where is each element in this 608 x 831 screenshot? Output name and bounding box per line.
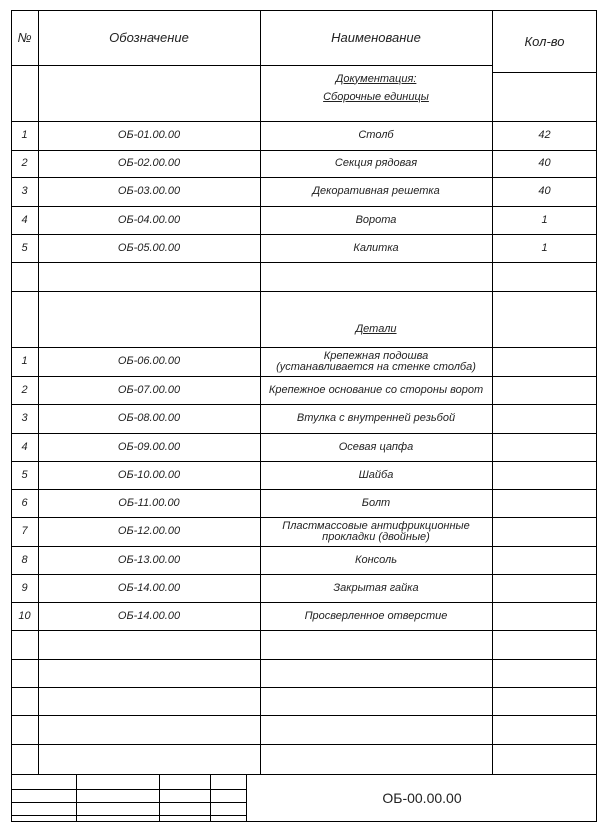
detail-name-cell	[260, 489, 492, 517]
detail-num-cell	[11, 489, 38, 517]
assembly-code: ОБ-02.00.00	[117, 157, 181, 169]
detail-name-cell	[260, 461, 492, 489]
detail-code: ОБ-13.00.00	[117, 553, 181, 566]
assembly-qty: 1	[541, 241, 548, 254]
row-divider	[11, 715, 597, 716]
row-divider	[11, 630, 597, 631]
detail-name-cell	[260, 376, 492, 404]
detail-name-line1: Втулка с внутренней резьбой	[296, 412, 456, 424]
detail-code-cell	[38, 461, 260, 489]
assembly-qty-cell	[492, 206, 597, 234]
detail-num: 6	[21, 496, 28, 509]
detail-num-cell	[11, 546, 38, 574]
assembly-name-cell	[260, 150, 492, 177]
detail-code-cell	[38, 376, 260, 404]
assembly-num-cell	[11, 234, 38, 262]
detail-code-cell	[38, 404, 260, 433]
detail-qty-cell	[492, 433, 597, 461]
detail-name-line1: Закрытая гайка	[333, 581, 419, 594]
detail-code-cell	[38, 574, 260, 602]
detail-name-cell	[260, 517, 492, 546]
assembly-num-cell	[11, 121, 38, 150]
detail-code: ОБ-08.00.00	[117, 412, 181, 424]
detail-code-cell	[38, 433, 260, 461]
assembly-name: Секция рядовая	[334, 157, 418, 169]
section-documentation: Документация:	[335, 72, 417, 85]
assembly-code-cell	[38, 121, 260, 150]
detail-num-cell	[11, 461, 38, 489]
detail-qty-cell	[492, 517, 597, 546]
header-name: Наименование	[331, 30, 421, 45]
assembly-code: ОБ-01.00.00	[117, 129, 181, 141]
assembly-code-cell	[38, 234, 260, 262]
detail-num-cell	[11, 602, 38, 630]
detail-num-cell	[11, 574, 38, 602]
detail-name-line1: Болт	[361, 496, 391, 509]
assembly-qty-cell	[492, 150, 597, 177]
assembly-code: ОБ-04.00.00	[117, 213, 181, 226]
assembly-num-cell	[11, 206, 38, 234]
header-divider	[11, 65, 493, 66]
detail-num: 3	[21, 412, 28, 424]
detail-code: ОБ-14.00.00	[117, 581, 181, 594]
detail-name-line1: Пластмассовые антифрикционные	[282, 519, 470, 532]
assembly-qty: 42	[538, 129, 551, 141]
assembly-num-cell	[11, 177, 38, 206]
assembly-name-cell	[260, 121, 492, 150]
assembly-qty: 40	[538, 185, 551, 197]
assembly-code-cell	[38, 206, 260, 234]
title-row-divider	[11, 789, 247, 790]
assembly-name: Столб	[358, 129, 394, 141]
detail-num: 9	[21, 581, 28, 594]
assembly-num: 3	[21, 185, 28, 197]
detail-code: ОБ-14.00.00	[117, 609, 181, 622]
detail-name-line1: Крепежное основание со стороны ворот	[268, 383, 484, 396]
title-row-divider	[11, 815, 247, 816]
detail-num-cell	[11, 347, 38, 376]
detail-name-cell	[260, 347, 492, 376]
row-divider	[11, 291, 597, 292]
detail-code: ОБ-10.00.00	[117, 468, 181, 481]
section-details: Детали	[355, 322, 397, 335]
detail-name-line2: (устанавливается на стенке столба)	[276, 360, 476, 373]
detail-code-cell	[38, 546, 260, 574]
detail-num-cell	[11, 433, 38, 461]
detail-num: 7	[21, 525, 28, 537]
assembly-num: 2	[21, 157, 28, 169]
assembly-qty: 1	[541, 213, 548, 226]
detail-code: ОБ-12.00.00	[117, 525, 181, 537]
detail-code: ОБ-07.00.00	[117, 383, 181, 396]
assembly-num: 1	[21, 129, 28, 141]
detail-name-cell	[260, 433, 492, 461]
detail-qty-cell	[492, 404, 597, 433]
row-divider	[11, 687, 597, 688]
detail-qty-cell	[492, 489, 597, 517]
assembly-code: ОБ-03.00.00	[117, 185, 181, 197]
detail-name-line1: Шайба	[358, 468, 394, 481]
specification-sheet	[11, 10, 597, 822]
detail-name-line2: прокладки (двойные)	[322, 530, 430, 543]
row-divider	[11, 659, 597, 660]
assembly-qty: 40	[538, 157, 551, 169]
assembly-num-cell	[11, 150, 38, 177]
detail-name-cell	[260, 546, 492, 574]
detail-qty-cell	[492, 347, 597, 376]
assembly-qty-cell	[492, 121, 597, 150]
detail-name-line1: Крепежная подошва	[323, 349, 429, 362]
assembly-num: 4	[21, 213, 28, 226]
detail-code-cell	[38, 602, 260, 630]
detail-num: 8	[21, 553, 28, 566]
detail-qty-cell	[492, 376, 597, 404]
row-divider	[11, 744, 597, 745]
assembly-name-cell	[260, 234, 492, 262]
detail-qty-cell	[492, 461, 597, 489]
detail-num: 5	[21, 468, 28, 481]
assembly-qty-cell	[492, 177, 597, 206]
detail-qty-cell	[492, 574, 597, 602]
assembly-code-cell	[38, 177, 260, 206]
detail-num: 10	[18, 609, 31, 622]
assembly-name: Ворота	[355, 213, 397, 226]
detail-code: ОБ-09.00.00	[117, 440, 181, 453]
detail-code-cell	[38, 489, 260, 517]
header-qty: Кол-во	[524, 33, 565, 49]
assembly-code: ОБ-05.00.00	[117, 241, 181, 254]
detail-qty-cell	[492, 602, 597, 630]
assembly-code-cell	[38, 150, 260, 177]
detail-num: 1	[21, 355, 28, 367]
title-block-code: ОБ-00.00.00	[382, 789, 462, 806]
detail-num: 4	[21, 440, 28, 453]
assembly-name-cell	[260, 177, 492, 206]
detail-name-cell	[260, 574, 492, 602]
header-designation: Обозначение	[109, 30, 189, 45]
detail-code: ОБ-11.00.00	[118, 496, 180, 509]
detail-code: ОБ-06.00.00	[117, 355, 181, 367]
detail-num-cell	[11, 404, 38, 433]
detail-code-cell	[38, 517, 260, 546]
detail-code-cell	[38, 347, 260, 376]
qty-header-divider	[492, 72, 597, 73]
detail-num-cell	[11, 517, 38, 546]
detail-name-line1: Просверленное отверстие	[304, 609, 448, 622]
header-num: №	[17, 30, 32, 45]
detail-qty-cell	[492, 546, 597, 574]
title-row-divider	[11, 802, 247, 803]
assembly-name: Калитка	[353, 241, 399, 254]
detail-name-line1: Осевая цапфа	[338, 440, 414, 453]
assembly-name-cell	[260, 206, 492, 234]
row-divider	[11, 262, 597, 263]
detail-num-cell	[11, 376, 38, 404]
assembly-num: 5	[21, 241, 28, 254]
assembly-qty-cell	[492, 234, 597, 262]
section-assembly: Сборочные единицы	[323, 90, 429, 103]
detail-name-cell	[260, 404, 492, 433]
detail-name-cell	[260, 602, 492, 630]
assembly-name: Декоративная решетка	[312, 185, 440, 197]
detail-name-line1: Консоль	[354, 553, 398, 566]
detail-num: 2	[21, 383, 28, 396]
